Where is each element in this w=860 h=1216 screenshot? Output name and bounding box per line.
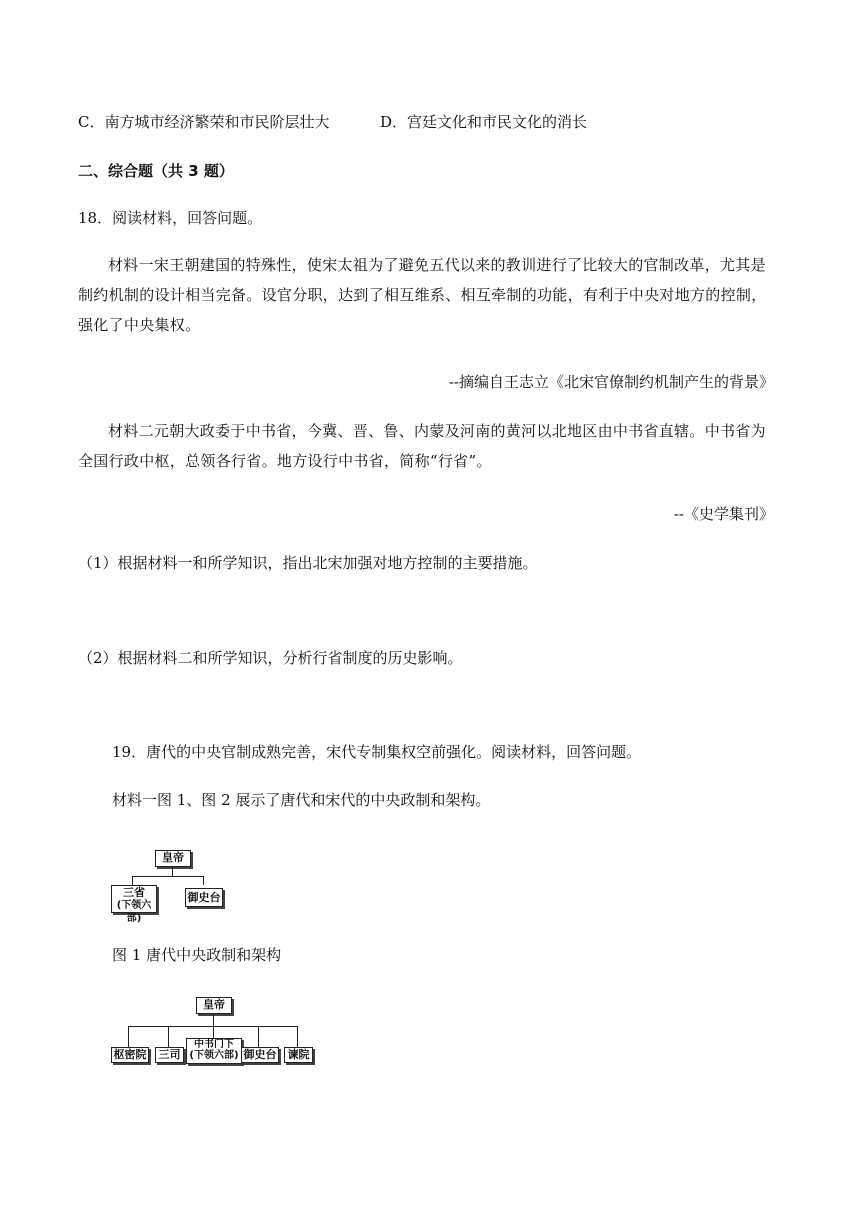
fig2-shumiyuan-box: 枢密院 [111,1047,149,1063]
figure-1-caption: 图 1 唐代中央政制和架构 [112,946,282,964]
q18-stem: 18．阅读材料，回答问题。 [78,209,263,227]
fig2-zhongshu-sublabel: (下领六部) [189,1050,239,1061]
q18-material2: 材料二元朝大政委于中书省，今冀、晋、鲁、内蒙及河南的黄河以北地区由中书省直辖。中书省为全国行政中枢，总领各行省。地方设行中书省，简称“行省”。 [78,422,766,470]
fig1-connector-right-drop [203,876,204,885]
q18-sub1: （1）根据材料一和所学知识，指出北宋加强对地方控制的主要措施。 [78,554,538,572]
fig1-sansheng-box [111,885,157,924]
fig2-sansi-box: 三司 [155,1047,184,1063]
fig2-drop-shumiyuan [128,1026,129,1047]
fig2-jianyuan-box: 谏院 [284,1047,313,1063]
q19-material1: 材料一图 1、图 2 展示了唐代和宋代的中央政制和架构。 [112,791,491,809]
q18-sub2: （2）根据材料二和所学知识，分析行省制度的历史影响。 [78,649,463,667]
fig2-zhongshu-box [186,1038,242,1064]
fig2-drop-yushitai [258,1026,259,1047]
fig2-zhongshu-label: 中书门下 [194,1039,234,1050]
fig1-connector-left-drop [132,876,133,885]
fig1-emperor-box: 皇帝 [155,850,191,867]
q19-stem: 19．唐代的中央官制成熟完善，宋代专制集权空前强化。阅读材料，回答问题。 [112,743,642,761]
fig1-connector-vertical [172,867,173,876]
fig1-yushitai-box: 御史台 [185,888,223,907]
fig2-emperor-box: 皇帝 [196,997,232,1014]
fig2-yushitai-box: 御史台 [241,1047,279,1063]
fig1-sansheng-sublabel: (下领六部) [116,900,152,924]
section-heading: 二、综合题（共 3 题） [78,162,234,180]
q18-source1: --摘编自王志立《北宋官僚制约机制产生的背景》 [448,373,774,391]
fig1-connector-horizontal [132,876,204,877]
fig2-drop-jianyuan [297,1026,298,1047]
fig2-drop-sansi [168,1026,169,1047]
fig2-drop-zhongshu [213,1026,214,1038]
q18-material1: 材料一宋王朝建国的特殊性，使宋太祖为了避免五代以来的教训进行了比较大的官制改革，尤其是制约机制的设计相当完备。设官分职，达到了相互维系、相互牵制的功能，有利于中央对地方的控制，强化了中央集权。 [78,256,767,334]
option-c: C．南方城市经济繁荣和市民阶层壮大 [78,113,330,131]
fig2-connector-vertical [213,1014,214,1026]
q18-source2: --《史学集刊》 [673,505,774,523]
fig1-sansheng-label: 三省 [123,886,145,899]
option-d: D．宫廷文化和市民文化的消长 [380,113,588,131]
